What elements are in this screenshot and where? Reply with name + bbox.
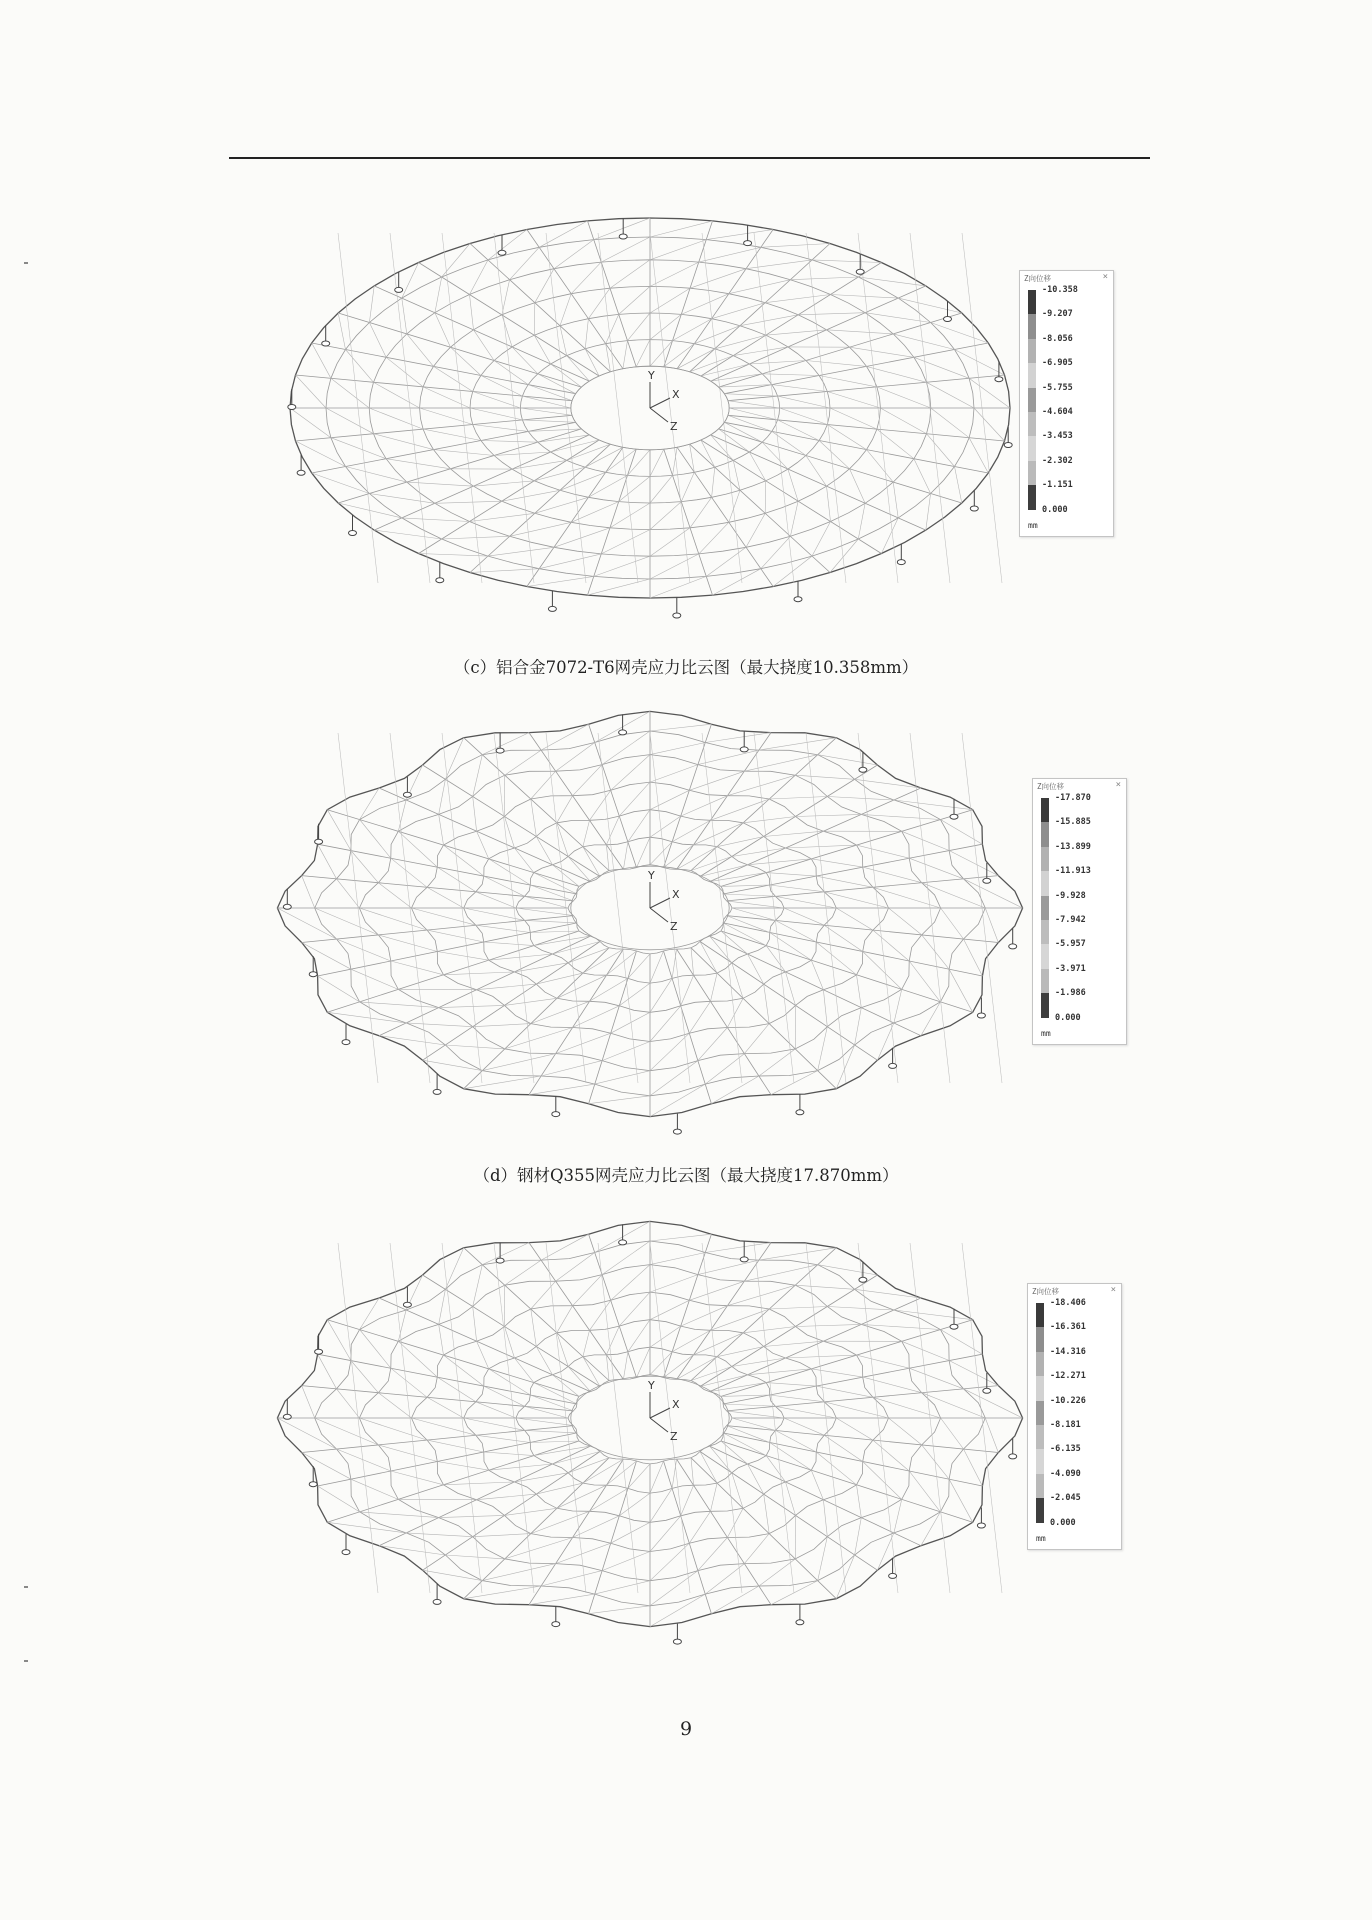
legend-swatch [1028, 485, 1036, 509]
legend-value: 0.000 [1055, 1012, 1081, 1023]
axis-label-z: Z [670, 420, 678, 433]
legend-swatch [1041, 993, 1049, 1017]
axis-label-x: X [672, 888, 680, 901]
scan-mark [24, 1660, 28, 1662]
legend-value: -5.957 [1055, 939, 1086, 950]
legend-swatch [1041, 969, 1049, 993]
legend-scale [1020, 287, 1113, 521]
legend-swatch [1028, 436, 1036, 460]
figure-c-shell-model [270, 190, 1030, 650]
figure-c-caption: （c）铝合金7072-T6网壳应力比云图（最大挠度10.358mm） [453, 658, 919, 677]
legend-value: -11.913 [1055, 866, 1091, 877]
axis-label-x: X [672, 1398, 680, 1411]
legend-value: -7.942 [1055, 914, 1086, 925]
axis-triad [650, 382, 670, 422]
legend-value: -6.905 [1042, 358, 1073, 369]
legend-scale [1028, 1300, 1121, 1534]
legend-swatch [1028, 290, 1036, 314]
legend-swatch [1036, 1401, 1044, 1425]
legend-value: -8.056 [1042, 333, 1073, 344]
legend-value: -10.226 [1050, 1395, 1086, 1406]
legend-swatch [1028, 339, 1036, 363]
close-icon[interactable]: × [1110, 1285, 1116, 1295]
legend-value: -2.302 [1042, 455, 1073, 466]
legend-value: -9.207 [1042, 309, 1073, 320]
legend-swatch [1041, 896, 1049, 920]
legend-value: -3.971 [1055, 963, 1086, 974]
legend-value: -16.361 [1050, 1322, 1086, 1333]
legend-swatch [1028, 388, 1036, 412]
legend-swatch [1036, 1498, 1044, 1522]
axis-label-y: Y [648, 369, 655, 382]
legend-unit: mm [1028, 520, 1038, 530]
legend-value: 0.000 [1042, 504, 1068, 515]
scan-mark [24, 1586, 28, 1588]
legend-title: Z向位移 [1037, 782, 1065, 791]
shell-wireframe [270, 1200, 1030, 1660]
legend-unit: mm [1041, 1028, 1051, 1038]
shell-wireframe [270, 690, 1030, 1150]
legend-value: -9.928 [1055, 890, 1086, 901]
legend-value: -1.986 [1055, 988, 1086, 999]
legend-swatch [1041, 822, 1049, 846]
legend-title: Z向位移 [1024, 274, 1052, 283]
scan-mark [24, 262, 28, 264]
legend-swatch [1041, 798, 1049, 822]
legend-title: Z向位移 [1032, 1287, 1060, 1296]
close-icon[interactable]: × [1102, 272, 1108, 282]
legend-value: 0.000 [1050, 1517, 1076, 1528]
legend-swatch [1041, 920, 1049, 944]
legend-value: -14.316 [1050, 1346, 1086, 1357]
legend-value: -17.870 [1055, 793, 1091, 803]
page-number: 9 [679, 1718, 693, 1740]
legend-swatch [1036, 1449, 1044, 1473]
legend-swatch [1036, 1474, 1044, 1498]
shell-wireframe [270, 190, 1030, 650]
legend-swatch [1036, 1327, 1044, 1351]
legend-value: -13.899 [1055, 841, 1091, 852]
legend-value: -8.181 [1050, 1419, 1081, 1430]
legend-swatch [1028, 412, 1036, 436]
figure-d-legend [1032, 778, 1127, 1045]
axis-triad [650, 882, 670, 922]
legend-value: -2.045 [1050, 1493, 1081, 1504]
legend-value: -10.358 [1042, 285, 1078, 295]
axis-label-y: Y [648, 869, 655, 882]
axis-label-x: X [672, 388, 680, 401]
legend-value: -6.135 [1050, 1444, 1081, 1455]
legend-swatch [1028, 314, 1036, 338]
legend-swatch [1036, 1303, 1044, 1327]
axis-label-z: Z [670, 1430, 678, 1443]
header-rule [229, 157, 1150, 159]
legend-value: -15.885 [1055, 817, 1091, 828]
legend-swatch [1036, 1425, 1044, 1449]
figure-e-legend [1027, 1283, 1122, 1550]
legend-swatch [1036, 1376, 1044, 1400]
legend-value: -18.406 [1050, 1298, 1086, 1308]
figure-e-shell-model [270, 1200, 1030, 1660]
lattice [277, 711, 1022, 1116]
axis-label-z: Z [670, 920, 678, 933]
legend-swatch [1028, 461, 1036, 485]
legend-swatch [1036, 1352, 1044, 1376]
axis-label-y: Y [648, 1379, 655, 1392]
legend-swatch [1041, 944, 1049, 968]
legend-swatch [1041, 871, 1049, 895]
legend-value: -5.755 [1042, 382, 1073, 393]
legend-swatch [1041, 847, 1049, 871]
legend-value: -12.271 [1050, 1371, 1086, 1382]
legend-swatch [1028, 363, 1036, 387]
legend-value: -4.604 [1042, 406, 1073, 417]
figure-d-shell-model [270, 690, 1030, 1150]
lattice [277, 1221, 1022, 1626]
legend-scale [1033, 795, 1126, 1029]
figure-c-legend [1019, 270, 1114, 537]
legend-unit: mm [1036, 1533, 1046, 1543]
close-icon[interactable]: × [1115, 780, 1121, 790]
figure-d-caption: （d）钢材Q355网壳应力比云图（最大挠度17.870mm） [473, 1166, 899, 1185]
legend-value: -1.151 [1042, 480, 1073, 491]
axis-triad [650, 1392, 670, 1432]
legend-value: -4.090 [1050, 1468, 1081, 1479]
legend-value: -3.453 [1042, 431, 1073, 442]
